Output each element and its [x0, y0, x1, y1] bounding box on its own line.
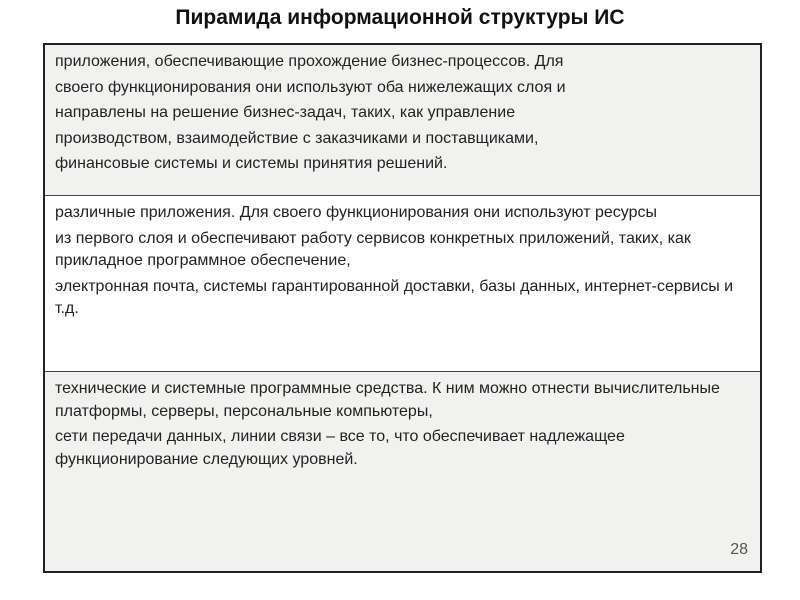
layer-cell-applications — [45, 45, 760, 195]
page-title: Пирамида информационной структуры ИС — [175, 6, 625, 29]
layers-table — [43, 43, 762, 573]
text-line: приложения, обеспечивающие прохождение бизнес-процессов. Для — [55, 53, 564, 70]
layer-cell-services — [45, 195, 760, 371]
text-line: электронная почта, системы гарантированной доставки, базы данных, интернет-сервисы и т.д. — [55, 277, 734, 317]
text-line: технические и системные программные средства. К ним можно отнести вычислительные платформы, серверы, персональные компьютеры, — [55, 380, 720, 420]
text-line: своего функционирования они используют оба нижележащих слоя и — [55, 78, 566, 96]
layer-cell-infrastructure — [45, 371, 760, 571]
text-line: направлены на решение бизнес-задач, таких, как управление — [55, 104, 516, 121]
text-line: различные приложения. Для своего функционирования они используют ресурсы — [55, 204, 657, 221]
text-line: финансовые системы и системы принятия решений. — [55, 155, 448, 172]
text-line: производством, взаимодействие с заказчиками и поставщиками, — [55, 129, 539, 147]
slide-number: 28 — [730, 540, 748, 558]
text-line: сети передачи данных, линии связи – все то, что обеспечивает надлежащее функционирование следующих уровней. — [55, 428, 625, 468]
text-line: из первого слоя и обеспечивают работу сервисов конкретных приложений, таких, как прикладное программное обеспечение, — [55, 229, 691, 269]
